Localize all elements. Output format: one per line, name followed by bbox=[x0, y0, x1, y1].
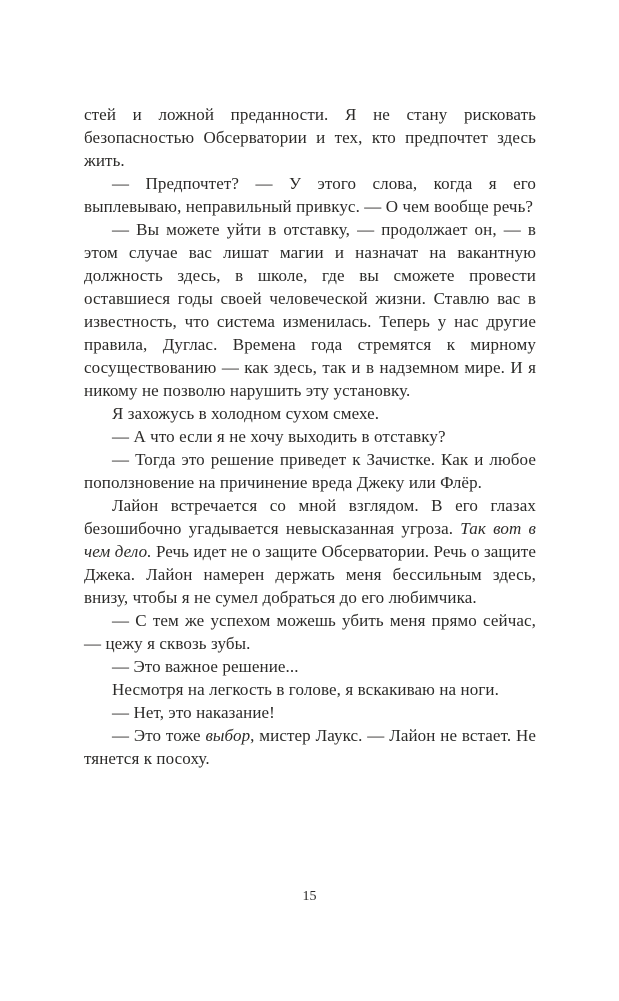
paragraph bbox=[84, 609, 536, 655]
text-run: Несмотря на легкость в голове, я вскакиваю на ноги. bbox=[112, 680, 499, 699]
paragraph bbox=[84, 701, 536, 724]
text-run: — Вы можете уйти в отставку, — продолжает он, — в этом случае вас лишат магии и назначат на вакантную должность здесь, в школе, где вы сможете провести оставшиеся годы своей человеческой жизни. Ставлю вас в известность, что система изменилась. Теперь у нас другие правила, Дуглас. Времена года стремятся к мирному сосуществованию — как здесь, так и в надземном мире. И я никому не позволю нарушить эту установку. bbox=[84, 220, 536, 400]
text-run: , мистер Лаукс. — Лайон не встает. Не тянется к посоху. bbox=[84, 726, 536, 768]
text-run: — А что если я не хочу выходить в отставку? bbox=[112, 427, 446, 446]
text-run: Речь идет не о защите Обсерватории. Речь о защите Джека. Лайон намерен держать меня бессильным здесь, внизу, чтобы я не сумел добраться до его любимчика. bbox=[84, 542, 536, 607]
text-run: — Это важное решение... bbox=[112, 657, 299, 676]
paragraph bbox=[84, 494, 536, 609]
italic-text-run: выбор bbox=[205, 726, 251, 745]
paragraph bbox=[84, 425, 536, 448]
text-run: — Предпочтет? — У этого слова, когда я его выплевываю, неправильный привкус. — О чем вообще речь? bbox=[84, 174, 536, 216]
text-run: стей и ложной преданности. Я не стану рисковать безопасностью Обсерватории и тех, кто предпочтет здесь жить. bbox=[84, 105, 536, 170]
text-run: Лайон встречается со мной взглядом. В его глазах безошибочно угадывается невысказанная угроза. bbox=[84, 496, 536, 538]
italic-text-run: Так вот в чем дело. bbox=[84, 519, 536, 561]
paragraph bbox=[84, 218, 536, 402]
paragraph bbox=[84, 448, 536, 494]
paragraph bbox=[84, 172, 536, 218]
paragraph bbox=[84, 678, 536, 701]
text-run: — Это тоже bbox=[112, 726, 206, 745]
paragraph bbox=[84, 103, 536, 172]
paragraph bbox=[84, 402, 536, 425]
paragraph bbox=[84, 724, 536, 770]
text-run: — Тогда это решение приведет к Зачистке. Как и любое поползновение на причинение вреда Джеку или Флёр. bbox=[84, 450, 536, 492]
page-text bbox=[84, 103, 536, 770]
page-number: 15 bbox=[302, 889, 317, 904]
text-run: — С тем же успехом можешь убить меня прямо сейчас, — цежу я сквозь зубы. bbox=[84, 611, 536, 653]
text-run: — Нет, это наказание! bbox=[112, 703, 275, 722]
text-run: Я захожусь в холодном сухом смехе. bbox=[112, 404, 380, 423]
paragraph bbox=[84, 655, 536, 678]
